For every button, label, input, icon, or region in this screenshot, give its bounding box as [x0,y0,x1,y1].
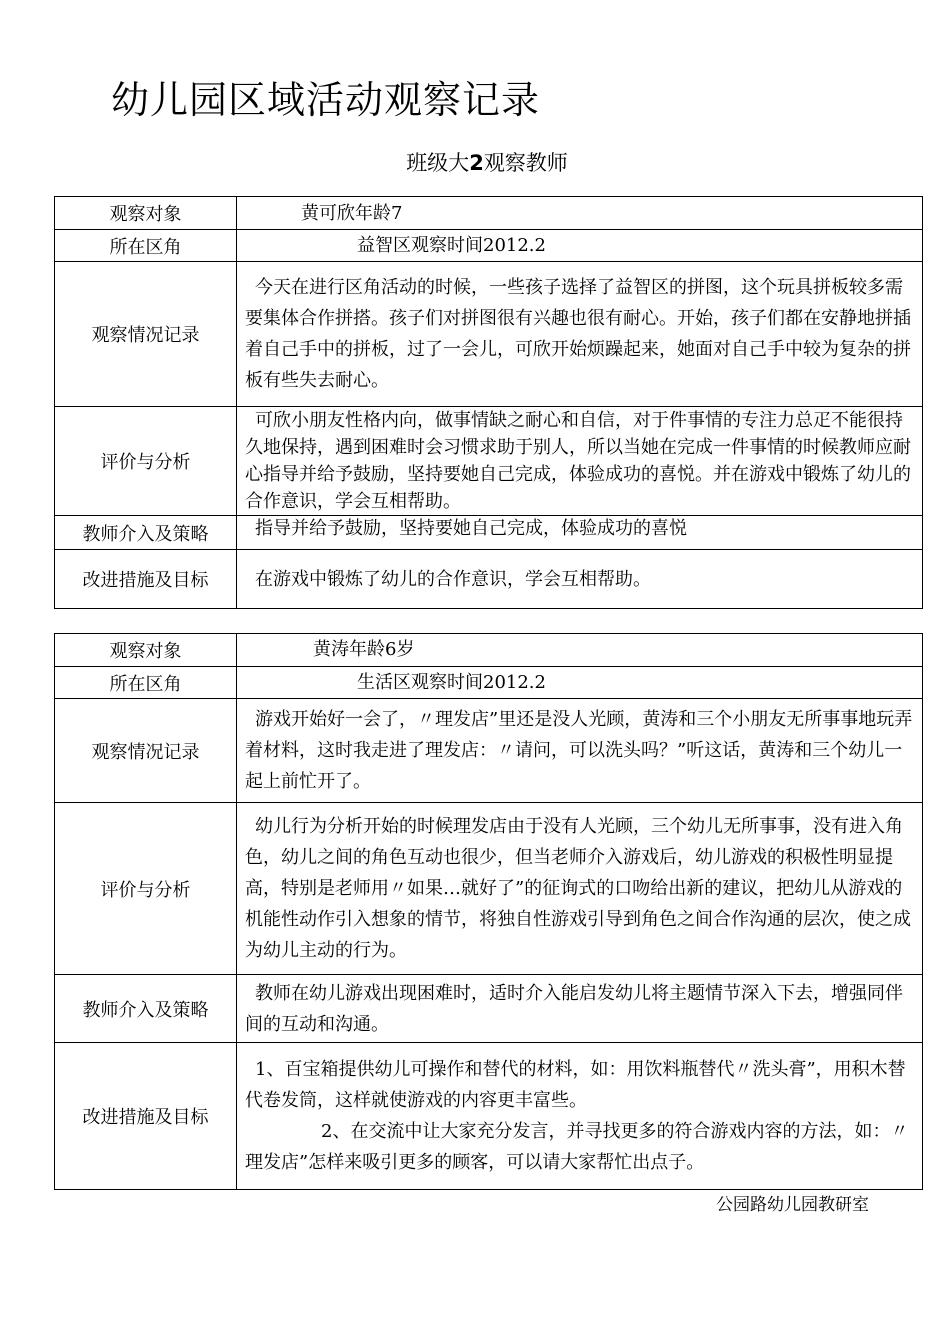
page-title: 幼儿园区域活动观察记录 [111,78,541,122]
strategy-label: 教师介入及策略 [55,516,237,550]
area-label: 所在区角 [55,667,237,699]
improve-text: 在游戏中锻炼了幼儿的合作意识，学会互相帮助。 [255,568,651,590]
analysis-text: 幼儿行为分析开始的时候理发店由于没有人光顾，三个幼儿无所事事，没有进入角色，幼儿之间的角色互动也很少，但当老师介入游戏后，幼儿游戏的积极性明显提高，特别是老师用〃如果…就好了”的征询式的口吻给出新的建议，把幼儿从游戏的机能性动作引入想象的情节，将独自性游戏引导到角色之间合作沟通的层次，使之成为幼儿主动的行为。 [245,816,911,961]
improve-label: 改进措施及目标 [55,1043,237,1190]
area-value: 生活区观察时间2012.2 [357,672,546,693]
row-object [55,634,923,667]
object-label: 观察对象 [55,197,237,230]
strategy-label: 教师介入及策略 [55,975,237,1043]
row-object [55,197,923,230]
analysis-label: 评价与分析 [55,803,237,975]
row-analysis [55,803,923,975]
row-improve [55,550,923,609]
teacher-label: 观察教师 [483,151,568,175]
row-area [55,667,923,699]
improve-text-2: 2、在交流中让大家充分发言，并寻找更多的符合游戏内容的方法，如：〃理发店”怎样来吸引更多的顾客，可以请大家帮忙出点子。 [245,1121,909,1173]
row-improve [55,1043,923,1190]
row-strategy [55,516,923,550]
observation-record-1 [54,196,923,609]
row-observation [55,262,923,407]
object-label: 观察对象 [55,634,237,667]
object-value: 黄涛年龄6岁 [313,639,415,660]
class-number: 2 [469,151,484,175]
improve-label: 改进措施及目标 [55,550,237,609]
improve-text-1: 1、百宝箱提供幼儿可操作和替代的材料，如：用饮料瓶替代〃洗头膏”，用积木替代卷发筒，这样就使游戏的内容更丰富些。 [245,1059,906,1111]
row-strategy [55,975,923,1043]
strategy-text: 教师在幼儿游戏出现困难时，适时介入能启发幼儿将主题情节深入下去，增强同伴间的互动和沟通。 [245,982,903,1035]
analysis-label: 评价与分析 [55,407,237,516]
object-value: 黄可欣年龄7 [301,202,403,224]
row-analysis [55,407,923,516]
observation-label: 观察情况记录 [55,262,237,407]
area-value: 益智区观察时间2012.2 [357,235,546,256]
analysis-text: 可欣小朋友性格内向，做事情缺之耐心和自信，对于件事情的专注力总疋不能很持久地保持，遇到困难时会习惯求助于别人，所以当她在完成一件事情的时候教师应耐心指导并给予鼓励，坚持要她自己完成，体验成功的喜悦。并在游戏中锻炼了幼儿的合作意识，学会互相帮助。 [245,410,911,512]
observation-text: 今天在进行区角活动的时候，一些孩子选择了益智区的拼图，这个玩具拼板较多需要集体合作拼搭。孩子们对拼图很有兴趣也很有耐心。开始，孩子们都在安静地拼插着自己手中的拼板，过了一会儿，可欣开始烦躁起来，她面对自己手中较为复杂的拼板有些失去耐心。 [245,277,911,391]
row-area [55,230,923,262]
observation-record-2 [54,633,923,1190]
row-observation [55,699,923,803]
footer-organization: 公园路幼儿园教研室 [716,1195,869,1215]
observation-text: 游戏开始好一会了，〃理发店”里还是没人光顾，黄涛和三个小朋友无所事事地玩弄着材料，这时我走进了理发店：〃请问，可以洗头吗？”听这话，黄涛和三个幼儿一起上前忙开了。 [245,709,913,792]
area-label: 所在区角 [55,230,237,262]
class-teacher-line [0,148,950,178]
observation-label: 观察情况记录 [55,699,237,803]
class-label: 班级大 [406,151,470,175]
strategy-text: 指导并给予鼓励，坚持要她自己完成，体验成功的喜悦 [255,518,687,539]
